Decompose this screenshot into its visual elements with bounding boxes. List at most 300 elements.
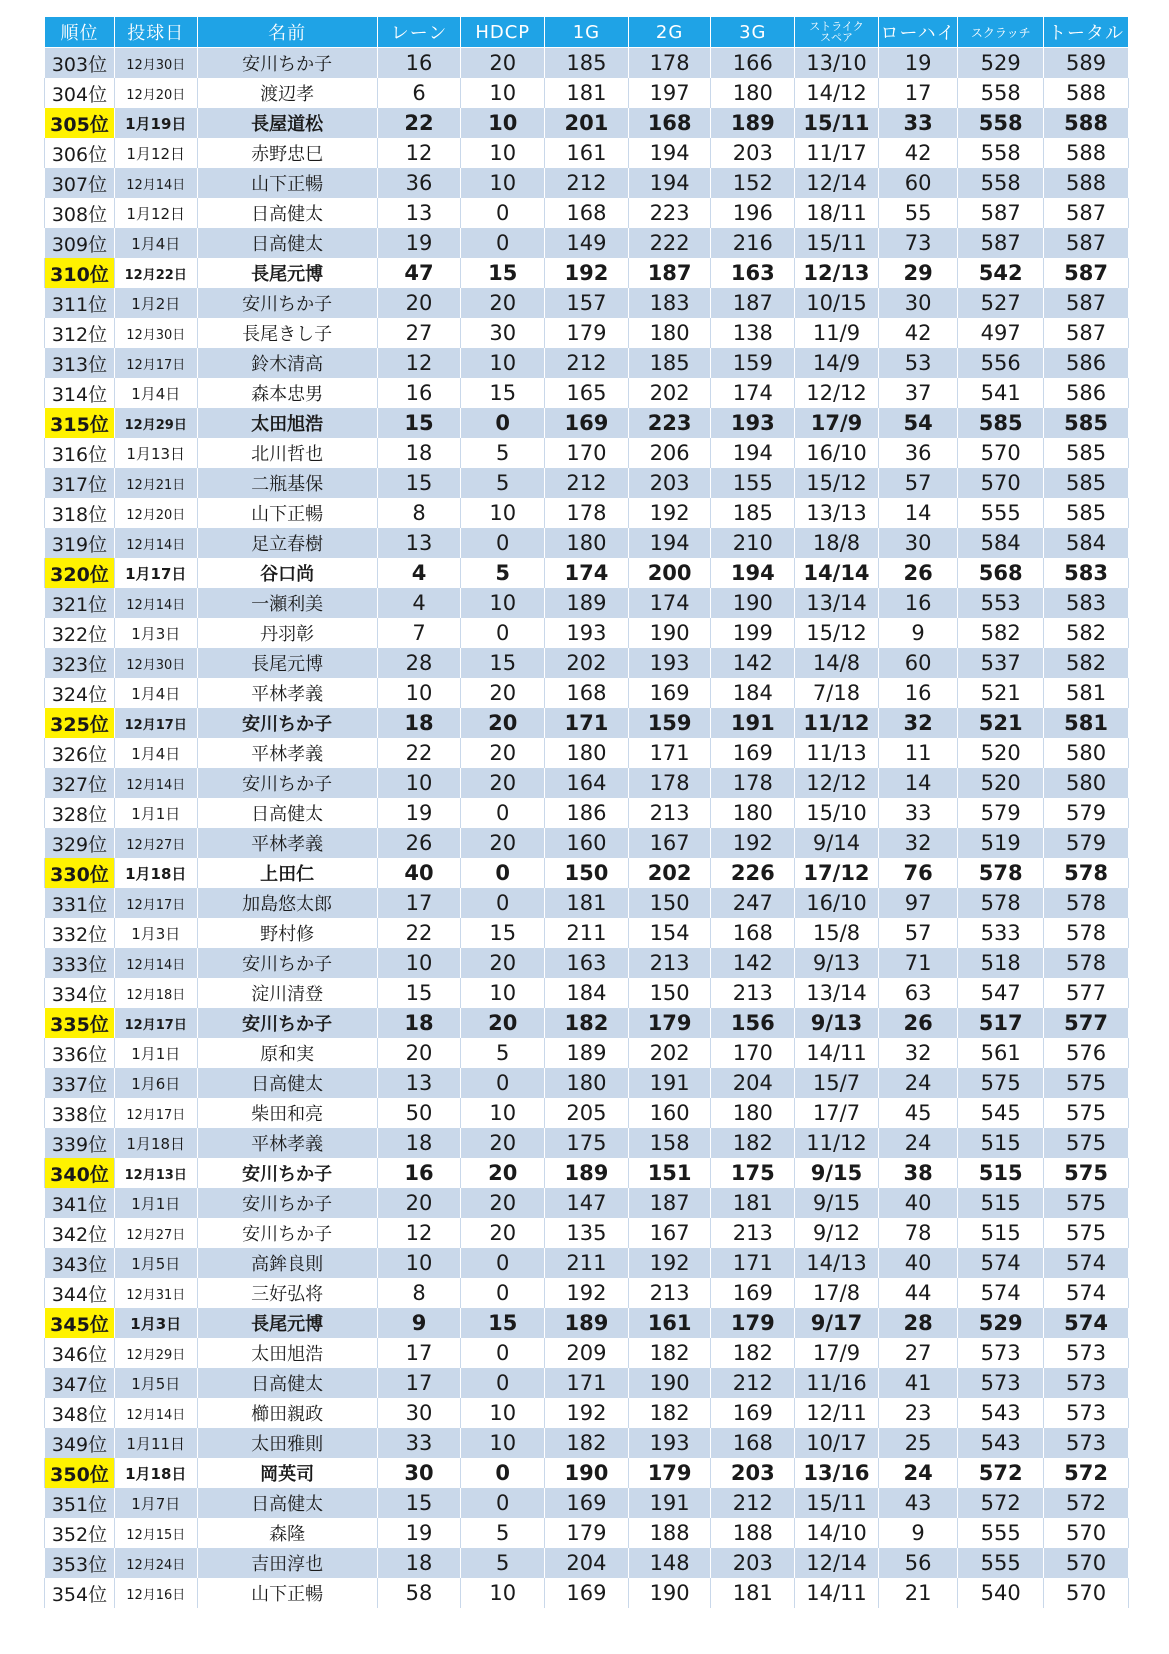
table-row [45,1068,1129,1098]
strike-spare-cell: 9/15 [795,1188,879,1218]
game3-cell: 178 [711,768,795,798]
strike-spare-cell: 12/12 [795,378,879,408]
game2-cell: 158 [628,1128,711,1158]
rank-cell: 340位 [45,1158,115,1188]
hdcp-cell: 0 [461,228,545,258]
lane-cell: 17 [377,1338,461,1368]
game1-cell: 168 [545,678,629,708]
name-cell: 足立春樹 [197,528,377,558]
game1-cell: 180 [545,738,629,768]
low-high-cell: 71 [878,948,957,978]
hdcp-cell: 0 [461,1488,545,1518]
hdcp-cell: 20 [461,288,545,318]
strike-spare-cell: 11/17 [795,138,879,168]
game2-cell: 203 [628,468,711,498]
game1-cell: 169 [545,1578,629,1608]
total-cell: 579 [1044,798,1129,828]
scratch-cell: 542 [958,258,1044,288]
game1-cell: 179 [545,318,629,348]
rank-cell: 332位 [45,918,115,948]
scratch-cell: 540 [958,1578,1044,1608]
table-row [45,1518,1129,1548]
low-high-cell: 57 [878,918,957,948]
rank-cell: 344位 [45,1278,115,1308]
scratch-cell: 585 [958,408,1044,438]
scratch-cell: 529 [958,1308,1044,1338]
game1-cell: 164 [545,768,629,798]
rank-cell: 334位 [45,978,115,1008]
game3-cell: 142 [711,648,795,678]
game1-cell: 192 [545,1398,629,1428]
total-cell: 585 [1044,408,1129,438]
scratch-cell: 541 [958,378,1044,408]
total-cell: 578 [1044,888,1129,918]
table-row [45,1218,1129,1248]
game3-cell: 213 [711,978,795,1008]
game2-cell: 191 [628,1488,711,1518]
low-high-cell: 60 [878,168,957,198]
low-high-cell: 29 [878,258,957,288]
total-cell: 574 [1044,1278,1129,1308]
total-cell: 587 [1044,228,1129,258]
game2-cell: 190 [628,1368,711,1398]
total-cell: 576 [1044,1038,1129,1068]
game3-cell: 203 [711,138,795,168]
name-cell: 太田雅則 [197,1428,377,1458]
scratch-cell: 543 [958,1428,1044,1458]
name-cell: 日高健太 [197,1068,377,1098]
date-cell: 12月17日 [114,348,197,378]
game2-cell: 194 [628,138,711,168]
table-row [45,108,1129,138]
game3-cell: 168 [711,918,795,948]
hdcp-cell: 20 [461,828,545,858]
game1-cell: 179 [545,1518,629,1548]
lane-cell: 16 [377,1158,461,1188]
name-cell: 山下正暢 [197,1578,377,1608]
hdcp-cell: 20 [461,948,545,978]
date-cell: 1月18日 [114,1458,197,1488]
low-high-cell: 26 [878,1008,957,1038]
rank-cell: 333位 [45,948,115,978]
game1-cell: 181 [545,888,629,918]
hdcp-cell: 5 [461,1548,545,1578]
low-high-cell: 26 [878,558,957,588]
name-cell: 原和実 [197,1038,377,1068]
low-high-cell: 30 [878,288,957,318]
hdcp-cell: 10 [461,498,545,528]
date-cell: 1月1日 [114,1188,197,1218]
strike-spare-cell: 13/14 [795,588,879,618]
scratch-cell: 555 [958,1548,1044,1578]
strike-spare-cell: 14/13 [795,1248,879,1278]
scratch-cell: 587 [958,228,1044,258]
table-row [45,768,1129,798]
game2-cell: 167 [628,828,711,858]
name-cell: 安川ちか子 [197,48,377,79]
lane-cell: 33 [377,1428,461,1458]
total-cell: 588 [1044,138,1129,168]
total-cell: 587 [1044,288,1129,318]
lane-cell: 17 [377,1368,461,1398]
game2-cell: 190 [628,618,711,648]
date-cell: 12月17日 [114,1008,197,1038]
table-row [45,258,1129,288]
header-date: 投球日 [114,17,197,48]
rank-cell: 327位 [45,768,115,798]
hdcp-cell: 5 [461,1518,545,1548]
game2-cell: 182 [628,1338,711,1368]
low-high-cell: 36 [878,438,957,468]
total-cell: 572 [1044,1458,1129,1488]
strike-spare-cell: 16/10 [795,888,879,918]
rank-cell: 323位 [45,648,115,678]
game3-cell: 171 [711,1248,795,1278]
low-high-cell: 56 [878,1548,957,1578]
header-row [45,17,1129,48]
name-cell: 太田旭浩 [197,408,377,438]
strike-spare-cell: 14/9 [795,348,879,378]
date-cell: 12月30日 [114,648,197,678]
scratch-cell: 553 [958,588,1044,618]
game2-cell: 179 [628,1008,711,1038]
scratch-cell: 537 [958,648,1044,678]
rank-cell: 322位 [45,618,115,648]
name-cell: 赤野忠巳 [197,138,377,168]
strike-spare-cell: 17/9 [795,408,879,438]
game2-cell: 160 [628,1098,711,1128]
total-cell: 586 [1044,348,1129,378]
low-high-cell: 97 [878,888,957,918]
game2-cell: 197 [628,78,711,108]
name-cell: 一瀬利美 [197,588,377,618]
rank-cell: 330位 [45,858,115,888]
scratch-cell: 587 [958,198,1044,228]
table-row [45,138,1129,168]
total-cell: 585 [1044,498,1129,528]
strike-spare-cell: 9/13 [795,1008,879,1038]
date-cell: 1月3日 [114,1308,197,1338]
date-cell: 12月17日 [114,1098,197,1128]
name-cell: 安川ちか子 [197,1218,377,1248]
table-row [45,528,1129,558]
date-cell: 1月19日 [114,108,197,138]
date-cell: 1月17日 [114,558,197,588]
name-cell: 長尾元博 [197,648,377,678]
game2-cell: 150 [628,978,711,1008]
game2-cell: 185 [628,348,711,378]
name-cell: 森本忠男 [197,378,377,408]
game3-cell: 194 [711,438,795,468]
date-cell: 12月14日 [114,168,197,198]
game3-cell: 138 [711,318,795,348]
game3-cell: 212 [711,1368,795,1398]
date-cell: 12月22日 [114,258,197,288]
scratch-cell: 582 [958,618,1044,648]
hdcp-cell: 5 [461,558,545,588]
name-cell: 日高健太 [197,798,377,828]
scratch-cell: 515 [958,1158,1044,1188]
date-cell: 12月15日 [114,1518,197,1548]
total-cell: 575 [1044,1128,1129,1158]
rank-cell: 349位 [45,1428,115,1458]
lane-cell: 20 [377,1038,461,1068]
strike-spare-cell: 14/11 [795,1038,879,1068]
date-cell: 12月14日 [114,948,197,978]
game1-cell: 161 [545,138,629,168]
game3-cell: 212 [711,1488,795,1518]
date-cell: 12月14日 [114,768,197,798]
hdcp-cell: 20 [461,1158,545,1188]
scratch-cell: 515 [958,1128,1044,1158]
low-high-cell: 28 [878,1308,957,1338]
name-cell: 加島悠太郎 [197,888,377,918]
total-cell: 573 [1044,1368,1129,1398]
total-cell: 577 [1044,978,1129,1008]
game1-cell: 211 [545,1248,629,1278]
total-cell: 570 [1044,1518,1129,1548]
strike-spare-cell: 14/10 [795,1518,879,1548]
game2-cell: 193 [628,1428,711,1458]
table-row [45,378,1129,408]
date-cell: 12月17日 [114,888,197,918]
total-cell: 578 [1044,918,1129,948]
game2-cell: 223 [628,198,711,228]
hdcp-cell: 0 [461,1368,545,1398]
rank-cell: 337位 [45,1068,115,1098]
game3-cell: 203 [711,1548,795,1578]
game2-cell: 192 [628,498,711,528]
strike-spare-cell: 9/17 [795,1308,879,1338]
table-row [45,1308,1129,1338]
strike-spare-cell: 15/8 [795,918,879,948]
lane-cell: 15 [377,978,461,1008]
game3-cell: 182 [711,1338,795,1368]
hdcp-cell: 30 [461,318,545,348]
lane-cell: 15 [377,1488,461,1518]
rank-cell: 338位 [45,1098,115,1128]
game3-cell: 169 [711,738,795,768]
game2-cell: 194 [628,528,711,558]
game3-cell: 159 [711,348,795,378]
name-cell: 太田旭浩 [197,1338,377,1368]
hdcp-cell: 20 [461,1218,545,1248]
game1-cell: 211 [545,918,629,948]
strike-spare-cell: 17/9 [795,1338,879,1368]
table-row [45,1008,1129,1038]
game2-cell: 202 [628,378,711,408]
scratch-cell: 578 [958,888,1044,918]
low-high-cell: 14 [878,768,957,798]
game1-cell: 186 [545,798,629,828]
low-high-cell: 32 [878,828,957,858]
game3-cell: 163 [711,258,795,288]
rank-cell: 353位 [45,1548,115,1578]
scratch-cell: 573 [958,1338,1044,1368]
lane-cell: 27 [377,318,461,348]
total-cell: 579 [1044,828,1129,858]
table-row [45,48,1129,79]
scratch-cell: 555 [958,498,1044,528]
scratch-cell: 555 [958,1518,1044,1548]
lane-cell: 22 [377,108,461,138]
name-cell: 鈴木清高 [197,348,377,378]
strike-spare-cell: 15/11 [795,1488,879,1518]
game1-cell: 212 [545,168,629,198]
game3-cell: 190 [711,588,795,618]
table-row [45,1158,1129,1188]
rank-cell: 312位 [45,318,115,348]
lane-cell: 13 [377,1068,461,1098]
strike-spare-cell: 10/15 [795,288,879,318]
lane-cell: 28 [377,648,461,678]
scratch-cell: 519 [958,828,1044,858]
strike-spare-cell: 16/10 [795,438,879,468]
lane-cell: 10 [377,678,461,708]
game3-cell: 166 [711,48,795,79]
table-row [45,918,1129,948]
lane-cell: 8 [377,1278,461,1308]
table-row [45,948,1129,978]
lane-cell: 47 [377,258,461,288]
scratch-cell: 575 [958,1068,1044,1098]
name-cell: 森隆 [197,1518,377,1548]
game1-cell: 135 [545,1218,629,1248]
hdcp-cell: 0 [461,858,545,888]
date-cell: 1月6日 [114,1068,197,1098]
low-high-cell: 33 [878,798,957,828]
rank-cell: 336位 [45,1038,115,1068]
hdcp-cell: 20 [461,1188,545,1218]
game3-cell: 142 [711,948,795,978]
rank-cell: 320位 [45,558,115,588]
low-high-cell: 53 [878,348,957,378]
game2-cell: 150 [628,888,711,918]
total-cell: 575 [1044,1158,1129,1188]
name-cell: 渡辺孝 [197,78,377,108]
low-high-cell: 19 [878,48,957,79]
game2-cell: 190 [628,1578,711,1608]
scratch-cell: 570 [958,438,1044,468]
scratch-cell: 574 [958,1248,1044,1278]
strike-spare-cell: 9/15 [795,1158,879,1188]
game3-cell: 189 [711,108,795,138]
lane-cell: 18 [377,438,461,468]
strike-spare-cell: 7/18 [795,678,879,708]
low-high-cell: 78 [878,1218,957,1248]
name-cell: 安川ちか子 [197,708,377,738]
strike-spare-cell: 13/10 [795,48,879,79]
rank-cell: 347位 [45,1368,115,1398]
game2-cell: 191 [628,1068,711,1098]
lane-cell: 6 [377,78,461,108]
date-cell: 1月11日 [114,1428,197,1458]
strike-spare-cell: 14/8 [795,648,879,678]
rank-cell: 306位 [45,138,115,168]
total-cell: 581 [1044,708,1129,738]
header-lane: レーン [377,17,461,48]
game1-cell: 212 [545,468,629,498]
scratch-cell: 547 [958,978,1044,1008]
total-cell: 582 [1044,618,1129,648]
name-cell: 日高健太 [197,198,377,228]
lane-cell: 18 [377,708,461,738]
table-row [45,438,1129,468]
rank-cell: 321位 [45,588,115,618]
lane-cell: 19 [377,1518,461,1548]
game2-cell: 187 [628,258,711,288]
name-cell: 山下正暢 [197,168,377,198]
hdcp-cell: 10 [461,138,545,168]
hdcp-cell: 10 [461,1098,545,1128]
hdcp-cell: 15 [461,648,545,678]
game1-cell: 202 [545,648,629,678]
strike-spare-cell: 13/16 [795,1458,879,1488]
name-cell: 上田仁 [197,858,377,888]
total-cell: 589 [1044,48,1129,79]
game3-cell: 213 [711,1218,795,1248]
low-high-cell: 9 [878,1518,957,1548]
table-row [45,198,1129,228]
low-high-cell: 9 [878,618,957,648]
name-cell: 平林孝義 [197,738,377,768]
table-row [45,288,1129,318]
total-cell: 573 [1044,1398,1129,1428]
date-cell: 12月27日 [114,828,197,858]
strike-spare-cell: 15/7 [795,1068,879,1098]
game1-cell: 169 [545,1488,629,1518]
lane-cell: 18 [377,1128,461,1158]
game3-cell: 187 [711,288,795,318]
hdcp-cell: 0 [461,888,545,918]
table-row [45,498,1129,528]
date-cell: 12月30日 [114,48,197,79]
rank-cell: 346位 [45,1338,115,1368]
game1-cell: 163 [545,948,629,978]
lane-cell: 4 [377,558,461,588]
game3-cell: 182 [711,1128,795,1158]
game2-cell: 169 [628,678,711,708]
hdcp-cell: 10 [461,588,545,618]
lane-cell: 8 [377,498,461,528]
lane-cell: 18 [377,1008,461,1038]
hdcp-cell: 0 [461,1068,545,1098]
rank-cell: 335位 [45,1008,115,1038]
date-cell: 1月12日 [114,138,197,168]
game2-cell: 182 [628,1398,711,1428]
scratch-cell: 558 [958,78,1044,108]
header-low-high: ローハイ [878,17,957,48]
rank-cell: 315位 [45,408,115,438]
game2-cell: 192 [628,1248,711,1278]
date-cell: 12月14日 [114,1398,197,1428]
name-cell: 北川哲也 [197,438,377,468]
total-cell: 586 [1044,378,1129,408]
hdcp-cell: 20 [461,48,545,79]
low-high-cell: 23 [878,1398,957,1428]
total-cell: 587 [1044,258,1129,288]
date-cell: 12月20日 [114,78,197,108]
header-rank: 順位 [45,17,115,48]
strike-spare-cell: 12/12 [795,768,879,798]
lane-cell: 13 [377,198,461,228]
game1-cell: 181 [545,78,629,108]
date-cell: 12月17日 [114,708,197,738]
game1-cell: 180 [545,528,629,558]
total-cell: 582 [1044,648,1129,678]
header-hdcp: HDCP [461,17,545,48]
game1-cell: 147 [545,1188,629,1218]
